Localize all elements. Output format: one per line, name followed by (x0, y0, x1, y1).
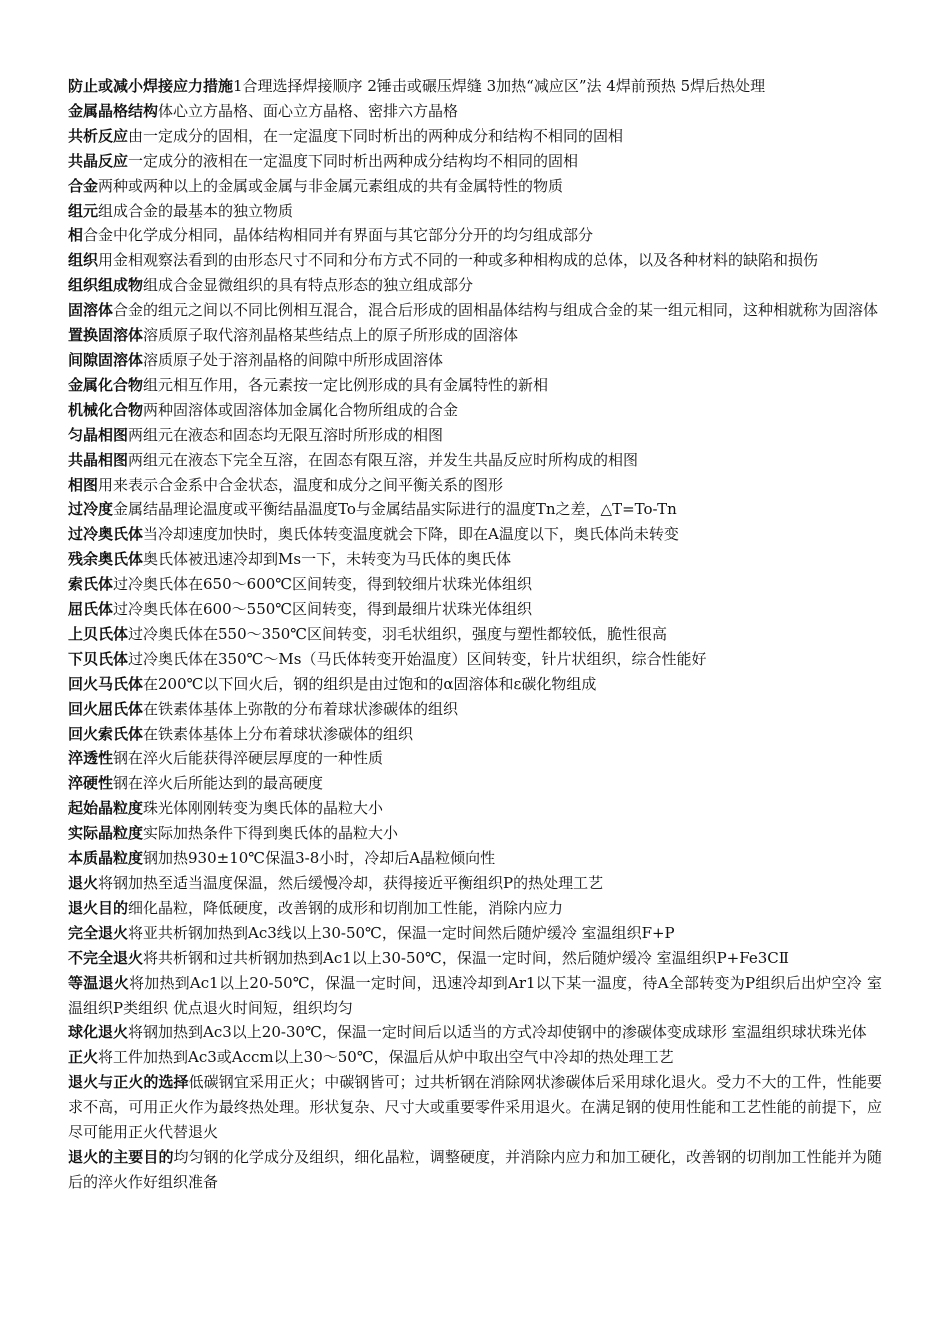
entry-definition: 两种或两种以上的金属或金属与非金属元素组成的共有金属特性的物质 (98, 176, 564, 195)
entry-term: 索氏体 (68, 575, 114, 594)
definition-entry (68, 746, 882, 771)
entry-term: 组织 (68, 251, 99, 270)
entry-definition: 两组元在液态下完全互溶，在固态有限互溶，并发生共晶反应时所构成的相图 (128, 450, 639, 469)
entry-term: 上贝氏体 (68, 624, 129, 643)
entry-term: 完全退火 (68, 923, 129, 942)
entry-definition: 两种固溶体或固溶体加金属化合物所组成的合金 (143, 400, 459, 419)
definition-entry (68, 921, 882, 946)
entry-definition: 钢在淬火后所能达到的最高硬度 (113, 774, 324, 793)
entry-term: 屈氏体 (68, 600, 114, 619)
definition-entry (68, 124, 882, 149)
entry-term: 实际晶粒度 (68, 824, 144, 843)
definition-entry (68, 796, 882, 821)
definition-entry (68, 149, 882, 174)
entry-term: 金属晶格结构 (68, 101, 159, 120)
definition-entry (68, 1070, 882, 1145)
entry-term: 不完全退火 (68, 948, 144, 967)
definition-entry (68, 273, 882, 298)
entry-definition: 珠光体刚刚转变为奥氏体的晶粒大小 (143, 799, 384, 818)
entry-term: 退火与正火的选择 (68, 1073, 189, 1092)
definition-entry (68, 1145, 882, 1195)
entry-definition: 奥氏体被迅速冷却到Ms一下，未转变为马氏体的奥氏体 (143, 550, 512, 569)
definition-entry (68, 597, 882, 622)
entry-definition: 在铁素体基体上分布着球状渗碳体的组织 (143, 724, 414, 743)
entry-definition: 将共析钢和过共析钢加热到Ac1以上30-50℃，保温一定时间，然后随炉缓冷 室温组织P+Fe3CⅡ (143, 948, 789, 967)
entry-definition: 过冷奥氏体在350℃～Ms（马氏体转变开始温度）区间转变，针片状组织，综合性能好 (128, 649, 707, 668)
definition-entry (68, 348, 882, 373)
entry-term: 回火索氏体 (68, 724, 144, 743)
definition-entry (68, 398, 882, 423)
entry-term: 退火的主要目的 (68, 1147, 174, 1166)
entry-term: 相 (68, 226, 84, 245)
definition-entry (68, 99, 882, 124)
entry-term: 等温退火 (68, 973, 129, 992)
definition-entry (68, 622, 882, 647)
definition-entry (68, 722, 882, 747)
entry-term: 间隙固溶体 (68, 350, 144, 369)
definition-entry (68, 547, 882, 572)
entry-definition: 1合理选择焊接顺序 2锤击或碾压焊缝 3加热“减应区”法 4焊前预热 5焊后热处理 (233, 77, 766, 95)
document-body (68, 74, 882, 1195)
entry-term: 淬硬性 (68, 774, 114, 793)
entry-term: 退火目的 (68, 898, 129, 917)
entry-definition: 由一定成分的固相，在一定温度下同时析出的两种成分和结构不相同的固相 (128, 126, 624, 145)
definition-entry (68, 223, 882, 248)
definition-entry (68, 448, 882, 473)
entry-term: 组织组成物 (68, 276, 144, 295)
entry-term: 本质晶粒度 (68, 849, 144, 868)
entry-definition: 一定成分的液相在一定温度下同时析出两种成分结构均不相同的固相 (128, 151, 579, 170)
entry-definition: 过冷奥氏体在550～350℃区间转变，羽毛状组织，强度与塑性都较低，脆性很高 (128, 624, 668, 643)
definition-entry (68, 572, 882, 597)
entry-term: 过冷奥氏体 (68, 525, 144, 544)
entry-term: 共晶相图 (68, 450, 129, 469)
entry-definition: 两组元在液态和固态均无限互溶时所形成的相图 (128, 425, 444, 444)
definition-entry (68, 174, 882, 199)
definition-entry (68, 497, 882, 522)
entry-definition: 低碳钢宜采用正火；中碳钢皆可；过共析钢在消除网状渗碳体后采用球化退火。受力不大的工件，性能要求不高，可用正火作为最终热处理。形状复杂、尺寸大或重要零件采用退火。在满足钢的使用性能和工艺性能的前提下，应尽可能用正火代替退火 (68, 1073, 882, 1142)
definition-entry (68, 248, 882, 273)
entry-definition: 溶质原子处于溶剂晶格的间隙中所形成固溶体 (143, 350, 444, 369)
entry-term: 起始晶粒度 (68, 799, 144, 818)
entry-definition: 将亚共析钢加热到Ac3线以上30-50℃，保温一定时间然后随炉缓冷 室温组织F+P (128, 923, 675, 942)
entry-term: 淬透性 (68, 749, 114, 768)
definition-entry (68, 672, 882, 697)
definition-entry (68, 946, 882, 971)
entry-definition: 合金中化学成分相同，晶体结构相同并有界面与其它部分分开的均匀组成部分 (83, 226, 594, 245)
entry-term: 共晶反应 (68, 151, 129, 170)
definition-entry (68, 323, 882, 348)
definition-entry (68, 846, 882, 871)
entry-term: 机械化合物 (68, 400, 144, 419)
entry-definition: 用金相观察法看到的由形态尺寸不同和分布方式不同的一种或多种相构成的总体，以及各种材料的缺陷和损伤 (98, 251, 819, 270)
entry-definition: 组成合金显微组织的具有特点形态的独立组成部分 (143, 276, 474, 295)
entry-definition: 组成合金的最基本的独立物质 (98, 201, 294, 220)
entry-definition: 用来表示合金系中合金状态，温度和成分之间平衡关系的图形 (98, 475, 504, 494)
entry-definition: 在铁素体基体上弥散的分布着球状渗碳体的组织 (143, 699, 459, 718)
entry-term: 残余奥氏体 (68, 550, 144, 569)
entry-definition: 将加热到Ac1以上20-50℃，保温一定时间，迅速冷却到Ar1以下某一温度，待A全部转变为P组织后出炉空冷 室温组织P类组织 优点退火时间短，组织均匀 (68, 973, 882, 1017)
definition-entry (68, 373, 882, 398)
entry-definition: 将钢加热到Ac3以上20-30℃，保温一定时间后以适当的方式冷却使钢中的渗碳体变成球形 室温组织球状珠光体 (128, 1023, 867, 1042)
definition-entry (68, 74, 882, 99)
entry-term: 退火 (68, 874, 99, 892)
entry-definition: 组元相互作用，各元素按一定比例形成的具有金属特性的新相 (143, 375, 549, 394)
definition-entry (68, 697, 882, 722)
entry-term: 匀晶相图 (68, 425, 129, 444)
definition-entry (68, 522, 882, 547)
entry-definition: 在200℃以下回火后，钢的组织是由过饱和的α固溶体和ε碳化物组成 (143, 674, 597, 693)
entry-term: 过冷度 (68, 500, 114, 519)
definition-entry (68, 1045, 882, 1070)
entry-definition: 溶质原子取代溶剂晶格某些结点上的原子所形成的固溶体 (143, 326, 519, 345)
entry-definition: 实际加热条件下得到奥氏体的晶粒大小 (143, 824, 399, 843)
entry-term: 回火屈氏体 (68, 699, 144, 718)
entry-term: 球化退火 (68, 1023, 129, 1042)
entry-definition: 细化晶粒，降低硬度，改善钢的成形和切削加工性能，消除内应力 (128, 898, 564, 917)
entry-definition: 过冷奥氏体在600～550℃区间转变，得到最细片状珠光体组织 (113, 600, 533, 619)
entry-definition: 钢加热930±10℃保温3-8小时，冷却后A晶粒倾向性 (143, 849, 496, 868)
entry-term: 回火马氏体 (68, 674, 144, 693)
entry-definition: 体心立方晶格、面心立方晶格、密排六方晶格 (158, 101, 459, 120)
definition-entry (68, 298, 882, 323)
entry-term: 下贝氏体 (68, 649, 129, 668)
entry-definition: 将工件加热到Ac3或Accm以上30～50℃，保温后从炉中取出空气中冷却的热处理工艺 (98, 1048, 674, 1067)
entry-definition: 将钢加热至适当温度保温，然后缓慢冷却，获得接近平衡组织P的热处理工艺 (98, 874, 604, 892)
definition-entry (68, 199, 882, 224)
definition-entry (68, 971, 882, 1021)
entry-definition: 钢在淬火后能获得淬硬层厚度的一种性质 (113, 749, 384, 768)
definition-entry (68, 896, 882, 921)
entry-term: 相图 (68, 475, 99, 494)
entry-definition: 当冷却速度加快时，奥氏体转变温度就会下降，即在A温度以下，奥氏体尚未转变 (143, 525, 679, 544)
definition-entry (68, 647, 882, 672)
entry-term: 共析反应 (68, 126, 129, 145)
definition-entry (68, 821, 882, 846)
entry-term: 金属化合物 (68, 375, 144, 394)
entry-definition: 合金的组元之间以不同比例相互混合，混合后形成的固相晶体结构与组成合金的某一组元相同，这种相就称为固溶体 (113, 301, 879, 320)
entry-term: 组元 (68, 201, 99, 220)
entry-term: 固溶体 (68, 301, 114, 320)
entry-definition: 金属结晶理论温度或平衡结晶温度To与金属结晶实际进行的温度Tn之差，△T=To-Tn (113, 500, 677, 519)
entry-term: 合金 (68, 176, 99, 195)
definition-entry (68, 1020, 882, 1045)
entry-term: 正火 (68, 1048, 99, 1067)
definition-entry (68, 473, 882, 498)
definition-entry (68, 423, 882, 448)
entry-term: 置换固溶体 (68, 326, 144, 345)
entry-term: 防止或减小焊接应力措施 (68, 77, 234, 95)
definition-entry (68, 871, 882, 896)
definition-entry (68, 771, 882, 796)
entry-definition: 过冷奥氏体在650～600℃区间转变，得到较细片状珠光体组织 (113, 575, 533, 594)
entry-definition: 均匀钢的化学成分及组织，细化晶粒，调整硬度，并消除内应力和加工硬化，改善钢的切削加工性能并为随后的淬火作好组织准备 (68, 1147, 882, 1191)
